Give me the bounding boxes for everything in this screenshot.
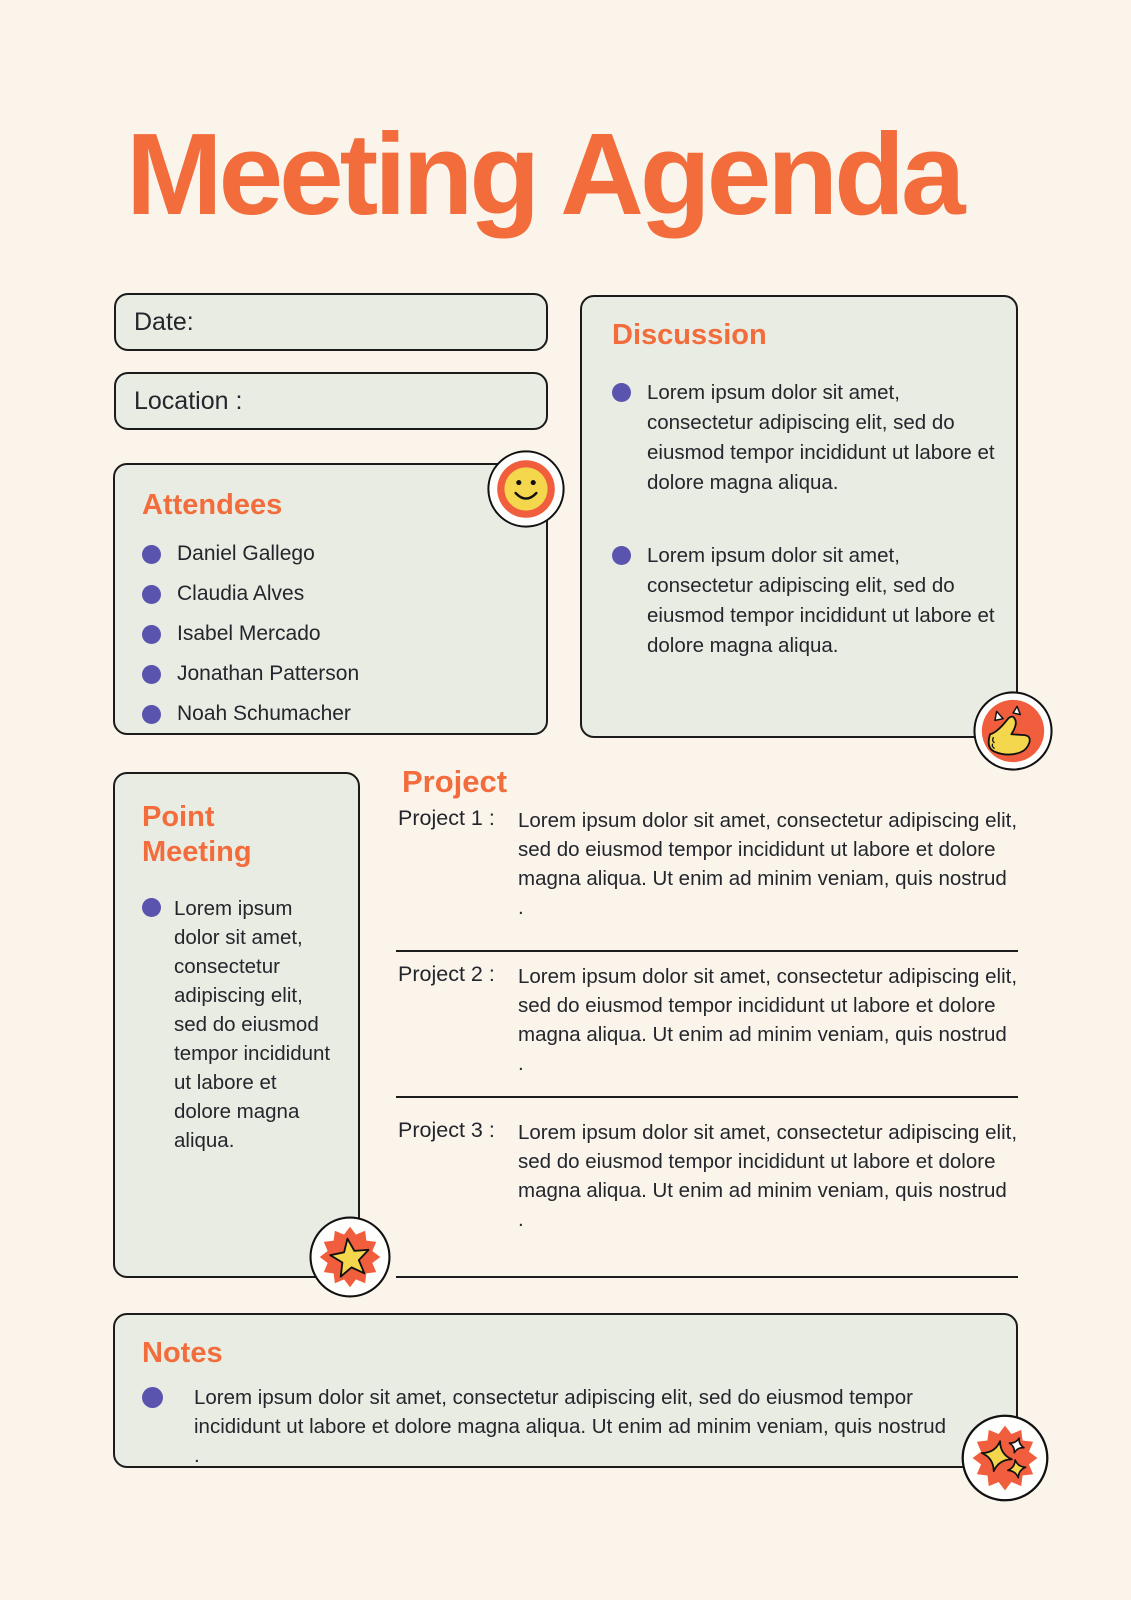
location-field[interactable] — [114, 372, 548, 430]
date-label: Date: — [134, 307, 194, 336]
list-item — [142, 542, 526, 566]
discussion-item-text: Lorem ipsum dolor sit amet, consectetur adipiscing elit, sed do eiusmod tempor incididunt ut labore et dolore magna aliqua. — [647, 381, 995, 495]
divider — [396, 1276, 1018, 1278]
point-meeting-item-text: Lorem ipsum dolor sit amet, consectetur adipiscing elit, sed do eiusmod tempor incididunt ut labore et dolore magna aliqua. — [174, 896, 331, 1152]
list-item — [142, 622, 526, 646]
bullet-icon — [142, 545, 161, 564]
notes-list — [142, 1383, 986, 1470]
attendee-name: Noah Schumacher — [177, 702, 351, 726]
project-text: Lorem ipsum dolor sit amet, consectetur adipiscing elit, sed do eiusmod tempor incididunt ut labore et dolore magna aliqua. Ut enim ad minim veniam, quis nostrud . — [518, 1121, 1018, 1231]
attendees-heading: Attendees — [142, 489, 283, 521]
sparkles-icon — [960, 1413, 1050, 1503]
project-row — [398, 962, 1018, 1078]
project-heading: Project — [402, 764, 508, 799]
project-text: Lorem ipsum dolor sit amet, consectetur adipiscing elit, sed do eiusmod tempor incididunt ut labore et dolore magna aliqua. Ut enim ad minim veniam, quis nostrud . — [518, 809, 1018, 919]
location-label: Location : — [134, 386, 243, 415]
attendee-name: Jonathan Patterson — [177, 662, 360, 686]
attendees-list — [142, 542, 526, 726]
bullet-icon — [142, 625, 161, 644]
project-label: Project 2 : — [398, 962, 495, 986]
notes-heading: Notes — [142, 1337, 223, 1369]
attendee-name: Isabel Mercado — [177, 622, 321, 646]
list-item — [142, 702, 526, 726]
list-item — [612, 541, 996, 661]
point-meeting-list — [142, 894, 342, 1155]
list-item — [142, 1383, 986, 1470]
project-row — [398, 1118, 1018, 1234]
page-title: Meeting Agenda — [126, 109, 962, 239]
discussion-heading: Discussion — [612, 319, 767, 351]
thumbs-up-icon — [972, 690, 1054, 772]
bullet-icon — [142, 705, 161, 724]
bullet-icon — [612, 546, 631, 565]
smiley-icon — [486, 449, 566, 529]
discussion-item-text: Lorem ipsum dolor sit amet, consectetur adipiscing elit, sed do eiusmod tempor incididunt ut labore et dolore magna aliqua. — [647, 544, 995, 658]
bullet-icon — [142, 665, 161, 684]
project-label: Project 1 : — [398, 806, 495, 830]
bullet-icon — [142, 1387, 163, 1408]
discussion-list — [612, 378, 996, 661]
attendee-name: Daniel Gallego — [177, 542, 315, 566]
star-icon — [308, 1215, 392, 1299]
divider — [396, 950, 1018, 952]
divider — [396, 1096, 1018, 1098]
notes-item-text: Lorem ipsum dolor sit amet, consectetur adipiscing elit, sed do eiusmod tempor incididunt ut labore et dolore magna aliqua. Ut enim ad minim veniam, quis nostrud . — [194, 1386, 947, 1468]
list-item — [142, 894, 342, 1155]
project-row — [398, 806, 1018, 922]
notes-panel — [113, 1313, 1018, 1468]
bullet-icon — [612, 383, 631, 402]
point-meeting-panel — [113, 772, 360, 1278]
bullet-icon — [142, 585, 161, 604]
attendee-name: Claudia Alves — [177, 582, 305, 606]
list-item — [612, 378, 996, 498]
attendees-panel — [113, 463, 548, 735]
bullet-icon — [142, 898, 161, 917]
project-text: Lorem ipsum dolor sit amet, consectetur adipiscing elit, sed do eiusmod tempor incididunt ut labore et dolore magna aliqua. Ut enim ad minim veniam, quis nostrud . — [518, 965, 1018, 1075]
list-item — [142, 582, 526, 606]
date-field[interactable] — [114, 293, 548, 351]
list-item — [142, 662, 526, 686]
project-label: Project 3 : — [398, 1118, 495, 1142]
point-meeting-heading: Point Meeting — [142, 801, 252, 868]
discussion-panel — [580, 295, 1018, 738]
